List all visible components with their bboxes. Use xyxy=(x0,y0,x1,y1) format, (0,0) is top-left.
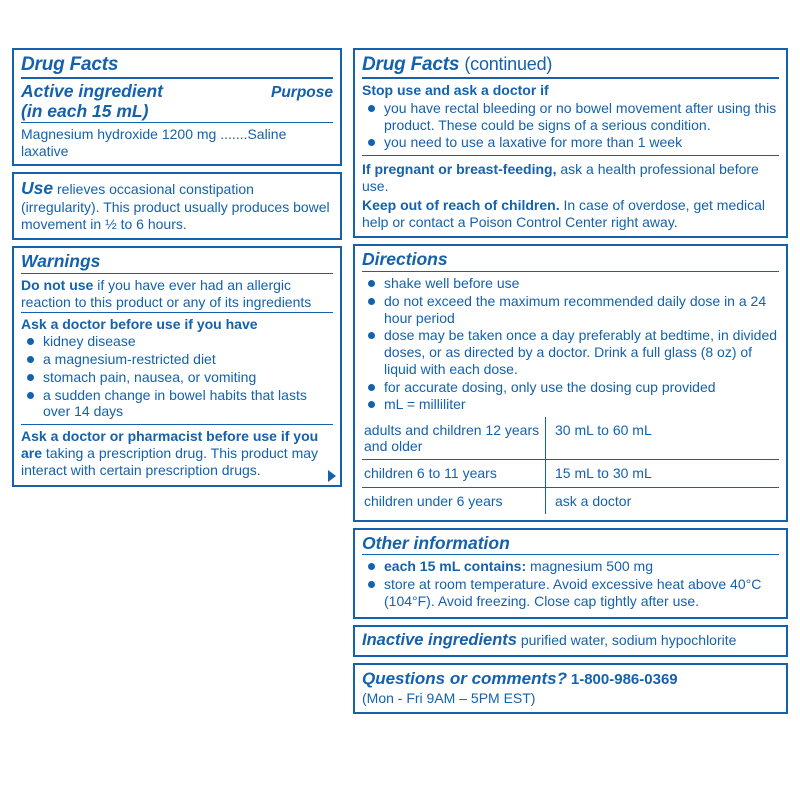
directions-heading: Directions xyxy=(362,249,448,270)
list-item: mL = milliliter xyxy=(362,396,779,413)
other-information-heading: Other information xyxy=(362,532,510,553)
table-row xyxy=(362,460,779,487)
table-row xyxy=(362,417,779,460)
inactive-ingredients xyxy=(362,631,779,649)
ask-doctor-list xyxy=(21,333,333,420)
ask-doctor-label: Ask a doctor before use if you have xyxy=(21,315,258,332)
use-section xyxy=(21,178,333,233)
warnings-heading: Warnings xyxy=(21,251,101,272)
pregnant-text: ask a health professional before use. xyxy=(362,161,759,194)
each-15ml-label: each 15 mL contains: xyxy=(384,558,527,575)
panel-directions xyxy=(353,244,788,521)
do-not-use-text: if you have ever had an allergic reaction to this product or any of its ingredients xyxy=(21,276,312,310)
directions-list xyxy=(362,275,779,413)
list-item: dose may be taken once a day preferably at bedtime, in divided doses, or as directed by a doctor. Drink a full glass (8 oz) of liquid with each dose. xyxy=(362,327,779,377)
panel-stop-use xyxy=(353,48,788,238)
active-ingredient-row: Magnesium hydroxide 1200 mg .......Saline laxative xyxy=(21,126,287,159)
keep-out-warning xyxy=(362,195,779,231)
title-divider-right xyxy=(362,77,779,79)
list-item: store at room temperature. Avoid excessive heat above 40°C (104°F). Avoid freezing. Close cap tightly after use. xyxy=(362,576,779,610)
title-divider xyxy=(21,77,333,79)
list-item xyxy=(362,558,779,575)
drug-facts-title-right: Drug Facts xyxy=(362,54,460,75)
keep-out-label: Keep out of reach of children. xyxy=(362,196,560,213)
questions-hours: (Mon - Fri 9AM – 5PM EST) xyxy=(362,689,536,706)
active-ingredient-heading-line2: (in each 15 mL) xyxy=(21,100,149,121)
active-ingredient-heading xyxy=(21,82,163,121)
ask-pharmacist-text: taking a prescription drug. This product may interact with certain prescription drugs. xyxy=(21,445,319,478)
active-ingredient-heading-line1: Active ingredient xyxy=(21,80,163,101)
list-item: stomach pain, nausea, or vomiting xyxy=(21,369,333,386)
dose-group: children 6 to 11 years xyxy=(362,460,545,487)
each-15ml-value: magnesium 500 mg xyxy=(530,558,653,575)
do-not-use-label: Do not use xyxy=(21,276,94,293)
purpose-label: Purpose xyxy=(270,83,333,101)
warnings-divider-2 xyxy=(21,312,333,313)
dose-group: children under 6 years xyxy=(362,487,545,514)
dose-group: adults and children 12 years and older xyxy=(364,422,540,455)
panel-use xyxy=(12,172,342,241)
continuation-arrow-icon xyxy=(328,470,336,482)
table-row xyxy=(362,487,779,514)
panel-warnings xyxy=(12,246,342,486)
other-information-divider xyxy=(362,554,779,555)
warnings-divider-1 xyxy=(21,273,333,274)
list-item: kidney disease xyxy=(21,333,333,350)
ask-pharmacist xyxy=(21,428,333,478)
list-item: do not exceed the maximum recommended daily dose in a 24 hour period xyxy=(362,293,779,327)
questions-heading: Questions or comments? xyxy=(362,669,567,689)
list-item: a magnesium-restricted diet xyxy=(21,351,333,368)
directions-divider xyxy=(362,271,779,272)
do-not-use xyxy=(21,277,333,311)
use-heading: Use xyxy=(21,177,54,198)
panel-active-ingredient xyxy=(12,48,342,166)
dose-amount: ask a doctor xyxy=(545,487,779,514)
panel-questions xyxy=(353,663,788,714)
pregnant-label: If pregnant or breast-feeding, xyxy=(362,161,557,178)
pregnant-warning xyxy=(362,159,779,195)
dose-amount: 30 mL to 60 mL xyxy=(545,417,779,460)
list-item: you need to use a laxative for more than 1 week xyxy=(362,134,779,151)
inactive-ingredients-heading: Inactive ingredients xyxy=(362,630,517,649)
stop-use-divider xyxy=(362,155,779,156)
drug-facts-title: Drug Facts xyxy=(21,54,119,75)
panel-inactive-ingredients xyxy=(353,625,788,657)
left-column xyxy=(12,48,342,493)
dosing-table xyxy=(362,417,779,513)
list-item: for accurate dosing, only use the dosing cup provided xyxy=(362,379,779,396)
list-item: shake well before use xyxy=(362,275,779,292)
ask-pharmacist-label: Ask a doctor or pharmacist before use if you are xyxy=(21,428,319,462)
warnings-divider-3 xyxy=(21,424,333,425)
other-information-list xyxy=(362,558,779,609)
list-item: a sudden change in bowel habits that lasts over 14 days xyxy=(21,387,333,421)
questions-line xyxy=(362,669,779,689)
continued-label: (continued) xyxy=(464,54,553,74)
questions-phone[interactable]: 1-800-986-0369 xyxy=(570,671,678,689)
stop-use-heading: Stop use and ask a doctor if xyxy=(362,81,549,98)
stop-use-list xyxy=(362,100,779,151)
keep-out-text: In case of overdose, get medical help or contact a Poison Control Center right away. xyxy=(362,196,766,230)
dose-amount: 15 mL to 30 mL xyxy=(545,460,779,487)
list-item: you have rectal bleeding or no bowel movement after using this product. These could be signs of a serious condition. xyxy=(362,100,779,134)
panel-other-information xyxy=(353,528,788,619)
right-column xyxy=(353,48,788,720)
inactive-ingredients-text: purified water, sodium hypochlorite xyxy=(520,631,737,648)
use-text: relieves occasional constipation (irregularity). This product usually produces bowel movement in ½ to 6 hours. xyxy=(21,180,330,232)
active-ingredient-divider xyxy=(21,122,333,123)
drug-facts-title-continued xyxy=(362,55,779,75)
